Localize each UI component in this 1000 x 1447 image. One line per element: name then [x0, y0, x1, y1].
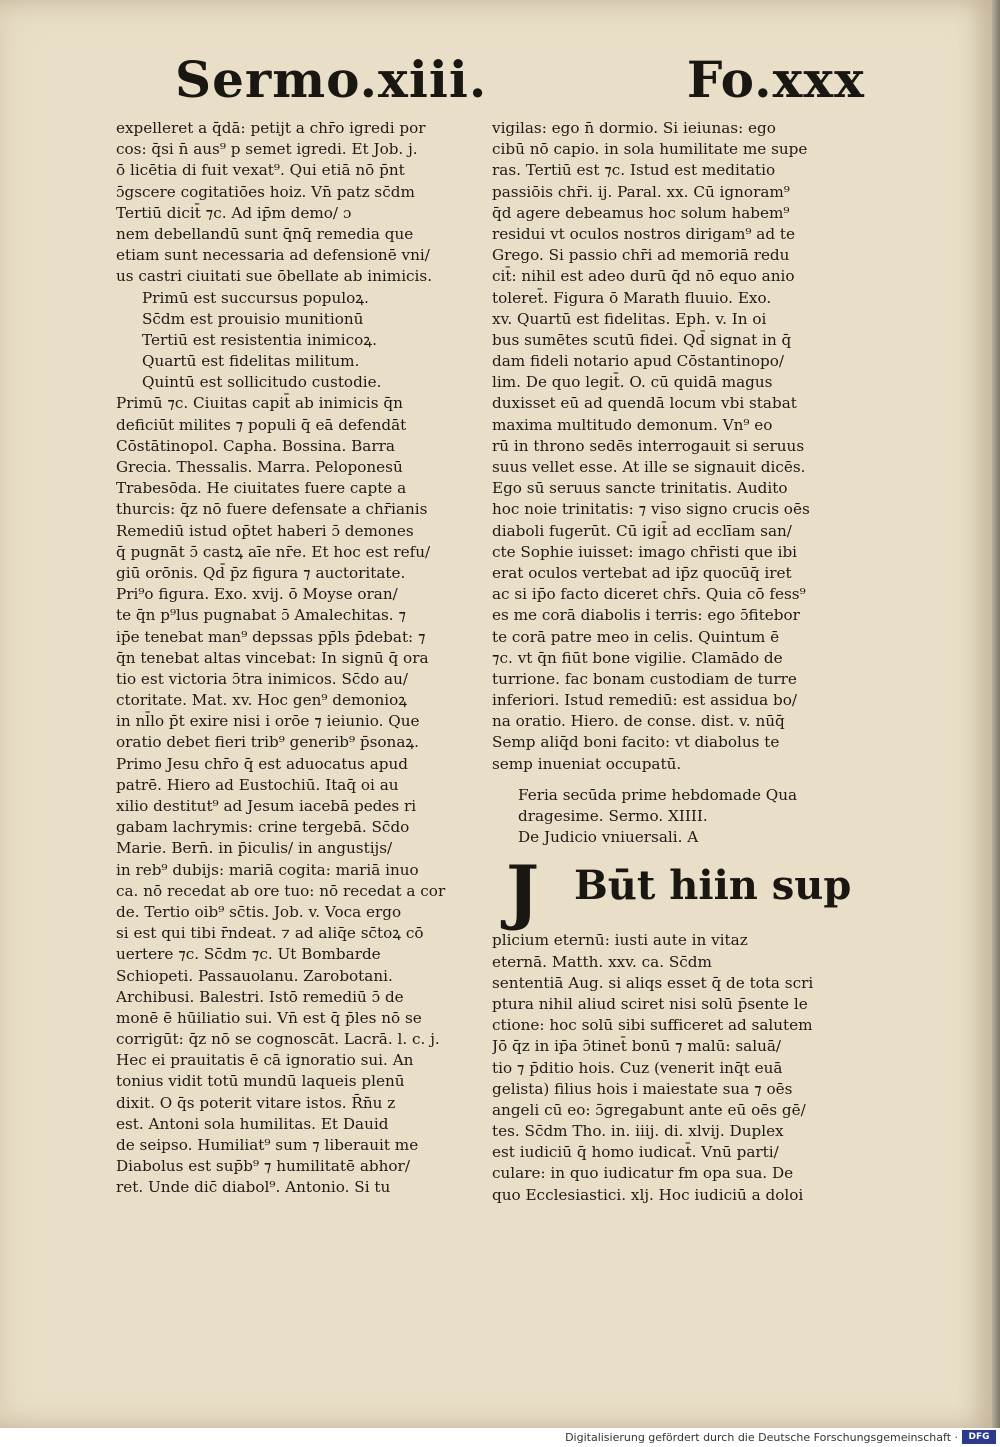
text-line: ca. nō recedat ab ore tuo: nō recedat a cor [116, 881, 446, 900]
text-line: Primū est succursus populoꝝ. [142, 288, 369, 307]
right-column-bottom-text [492, 930, 864, 1205]
text-line: vigilas: ego n̄ dormio. Si ieiunas: ego [492, 119, 776, 137]
right-column [492, 118, 864, 1206]
running-head-sermon: Sermo.xiii. [175, 50, 488, 109]
text-line: cos: q̄si n̄ aus⁹ p semet igredi. Et Job. j. [116, 140, 418, 159]
text-line: Tertiū est resistentia inimicoꝝ. [142, 330, 377, 349]
text-line: maxima multitudo demonum. Vn⁹ eo [492, 415, 773, 434]
text-line: de seipso. Humiliat⁹ sum ⁊ liberauit me [116, 1136, 419, 1154]
text-line: Primū ⁊c. Ciuitas capit̄ ab inimicis q̄n [116, 394, 403, 413]
text-line: tio est victoria ɔ̄tra inimicos. Sc̄do au/ [116, 669, 408, 688]
text-line: turrione. fac bonam custodiam de turre [492, 669, 797, 688]
text-line: Tertiū dicit̄ ⁊c. Ad ip̄m demo/ ɔ [116, 203, 352, 222]
right-column-top-text [492, 118, 864, 775]
footer-bar [0, 1428, 1000, 1447]
text-line: ac si ip̄o facto diceret chr̄s. Quia cō fess⁹ [492, 585, 806, 604]
text-line: dixit. O q̄s poterit vitare istos. R̄n̄u z [116, 1093, 396, 1112]
text-line: gabam lachrymis: crine tergebā. Sc̄do [116, 818, 410, 837]
text-line: Diabolus est sup̄b⁹ ⁊ humilitatē abhor/ [116, 1157, 410, 1176]
text-line: ip̄e tenebat man⁹ depssas pp̄ls p̄debat: ⁊ [116, 627, 426, 646]
section-gap [492, 775, 864, 785]
text-line: Jō q̄z in ip̄a ɔ̄tinet̄ bonū ⁊ malū: saluā/ [492, 1037, 782, 1056]
running-head [175, 50, 865, 110]
text-line: te q̄n p⁹lus pugnabat ɔ̄ Amalechitas. ⁊ [116, 606, 406, 625]
text-line: passiōis chr̄i. ij. Paral. xx. Cū ignoram⁹ [492, 182, 790, 201]
text-line: tes. Sc̄dm Tho. in. iiij. di. xlvij. Duplex [492, 1122, 784, 1141]
text-line: Grego. Si passio chr̄i ad memoriā redu [492, 246, 790, 265]
text-line: plicium eternū: iusti aute in vitaz [492, 931, 748, 950]
text-line: dragesime. Sermo. XIIII. [518, 807, 708, 825]
text-line: oratio debet fieri trib⁹ generib⁹ p̄sonaꝝ. [116, 733, 419, 752]
footer-credit: Digitalisierung gefördert durch die Deutsche Forschungsgemeinschaft · [565, 1431, 958, 1444]
text-line: cte Sophie iuisset: imago chr̄isti que ibi [492, 542, 798, 561]
text-line: de. Tertio oib⁹ sc̄tis. Job. v. Voca ergo [116, 902, 402, 921]
text-line: Archibusi. Balestri. Istō remediū ɔ̄ de [116, 987, 404, 1006]
text-line: ō licētia di fuit vexat⁹. Qui etiā nō p̄nt [116, 161, 405, 180]
text-line: nem debellandū sunt q̄nq̄ remedia que [116, 224, 414, 243]
left-column [116, 118, 486, 1199]
text-line: xv. Quartū est fidelitas. Eph. v. In oi [492, 309, 767, 328]
text-line: dam fideli notario apud Cōstantinopo/ [492, 352, 785, 371]
dfg-logo: DFG [962, 1430, 996, 1444]
text-line: sententiā Aug. si aliqs esset q̄ de tota scri [492, 973, 814, 992]
text-line: De Judicio vniuersali. A [518, 828, 699, 847]
text-line: Cōstātinopol. Capha. Bossina. Barra [116, 436, 395, 455]
text-line: Grecia. Thessalis. Marra. Peloponesū [116, 458, 403, 476]
text-line: Trabesōda. He ciuitates fuere capte a [116, 479, 407, 498]
running-head-folio: Fo.xxx [686, 50, 865, 109]
text-line: cit̄: nihil est adeo durū q̄d nō equo anio [492, 267, 795, 286]
text-line: residui vt oculos nostros dirigam⁹ ad te [492, 224, 795, 243]
text-line: corrigūt: q̄z nō se cognoscāt. Lacrā. l. c. j. [116, 1030, 440, 1049]
text-line: expelleret a q̄dā: petijt a chr̄o igredi por [116, 119, 426, 137]
sermon-heading [492, 785, 864, 849]
text-line: est. Antoni sola humilitas. Et Dauid [116, 1114, 389, 1133]
text-line: q̄ pugnāt ɔ̄ castꝝ aīe nr̄e. Et hoc est refu/ [116, 542, 431, 561]
text-line: tonius vidit totū mundū laqueis plenū [116, 1072, 405, 1091]
text-line: hoc noie trinitatis: ⁊ viso signo crucis oēs [492, 500, 810, 519]
text-line: ras. Tertiū est ⁊c. Istud est meditatio [492, 161, 776, 180]
text-line: suus vellet esse. At ille se signauit dicēs. [492, 458, 806, 476]
text-line: Remediū istud op̄tet haberi ɔ̄ demones [116, 521, 414, 540]
text-line: ctione: hoc solū sibi sufficeret ad salutem [492, 1016, 813, 1035]
text-line: es me corā diabolis i terris: ego ɔ̄fitebor [492, 606, 800, 625]
text-line: duxisset eū ad quendā locum vbi stabat [492, 394, 797, 413]
text-line: in nl̄lo p̄t exire nisi i orōe ⁊ ieiunio. Que [116, 712, 420, 731]
text-line: Primo Jesu chr̄o q̄ est aduocatus apud [116, 754, 409, 773]
text-line: tio ⁊ p̄ditio hois. Cuz (venerit inq̄t euā [492, 1058, 783, 1077]
text-line: giū orōnis. Qd̄ p̄z figura ⁊ auctoritate. [116, 563, 406, 582]
text-line: si est qui tibi r̄ndeat. ⁊ ad aliq̄e sc̄toꝝ cō [116, 924, 424, 943]
text-line: Pri⁹o figura. Exo. xvij. ō Moyse oran/ [116, 585, 398, 604]
text-line: us castri ciuitati sue ōbellate ab inimicis. [116, 267, 433, 286]
text-line: ret. Unde dic̄ diabol⁹. Antonio. Si tu [116, 1178, 391, 1197]
text-line: monē ē hūiliatio sui. Vn̄ est q̄ p̄les nō se [116, 1008, 422, 1027]
text-line: eternā. Matth. xxv. ca. Sc̄dm [492, 952, 712, 971]
text-line: ctoritate. Mat. xv. Hoc gen⁹ demonioꝝ [116, 691, 408, 710]
text-line: uertere ⁊c. Sc̄dm ⁊c. Ut Bombarde [116, 945, 381, 964]
text-line: ⁊c. vt q̄n fiūt bone vigilie. Clamādo de [492, 648, 783, 667]
initial-opening-text: Būt hiin sup [574, 862, 852, 910]
text-line: deficiūt milites ⁊ populi q̄ eā defendāt [116, 415, 407, 434]
text-line: cibū nō capio. in sola humilitate me supe [492, 140, 808, 159]
text-line: Marie. Bern̄. in p̄iculis/ in angustijs/ [116, 839, 393, 858]
text-line: te corā patre meo in celis. Quintum ē [492, 627, 780, 646]
text-line: gelista) filius hois i maiestate sua ⁊ oēs [492, 1079, 793, 1098]
text-line: ptura nihil aliud sciret nisi solū p̄sente le [492, 994, 808, 1013]
text-line: est iudiciū q̄ homo iudicat̄. Vnū parti/ [492, 1143, 779, 1162]
text-line: Feria secūda prime hebdomade Qua [518, 785, 798, 804]
text-line: semp inueniat occupatū. [492, 754, 682, 773]
decorated-initial: J [506, 850, 540, 934]
text-line: na oratio. Hiero. de conse. dist. v. nūq̄ [492, 712, 785, 731]
text-line: Sc̄dm est prouisio munitionū [142, 309, 364, 328]
text-line: patrē. Hiero ad Eustochiū. Itaq̄ oi au [116, 775, 399, 794]
text-line: Quintū est sollicitudo custodie. [142, 373, 382, 392]
text-line: toleret̄. Figura ō Marath fluuio. Exo. [492, 288, 772, 307]
text-line: lim. De quo legit̄. O. cū quidā magus [492, 373, 773, 392]
text-line: culare: in quo iudicatur fm opa sua. De [492, 1164, 794, 1183]
text-line: inferiori. Istud remediū: est assidua bo/ [492, 691, 798, 710]
text-line: ɔ̄gscere cogitatiōes hoiz. Vn̄ patz sc̄dm [116, 182, 415, 201]
text-line: angeli cū eo: ɔ̄gregabunt ante eū oēs gē/ [492, 1100, 806, 1119]
text-line: quo Ecclesiastici. xlj. Hoc iudiciū a doloi [492, 1185, 804, 1204]
text-line: etiam sunt necessaria ad defensionē vni/ [116, 246, 430, 265]
text-line: q̄d agere debeamus hoc solum habem⁹ [492, 203, 790, 222]
text-line: Hec ei prauitatis ē cā ignoratio sui. An [116, 1051, 414, 1070]
page-edge [992, 0, 1000, 1428]
text-line: diaboli fugerūt. Cū igit̄ ad ecclīam san/ [492, 521, 792, 540]
text-line: erat oculos vertebat ad ip̄z quocūq̄ iret [492, 563, 792, 582]
text-line: Ego sū seruus sancte trinitatis. Audito [492, 479, 788, 498]
section-gap [492, 848, 864, 858]
text-line: Schiopeti. Passauolanu. Zarobotani. [116, 966, 393, 985]
text-line: q̄n tenebat altas vincebat: In signū q̄ ora [116, 648, 429, 667]
text-line: bus sumētes scutū fidei. Qd̄ signat in q̄ [492, 330, 792, 349]
text-line: xilio destitut⁹ ad Jesum iacebā pedes ri [116, 797, 417, 815]
text-line: Semp aliq̄d boni facito: vt diabolus te [492, 733, 780, 752]
text-line: Quartū est fidelitas militum. [142, 352, 360, 371]
initial-block [492, 850, 864, 934]
text-line: in reb⁹ dubijs: mariā cogita: mariā inuo [116, 860, 419, 879]
text-line: rū in throno sedēs interrogauit si seruus [492, 436, 805, 455]
text-line: thurcis: q̄z nō fuere defensate a chr̄ianis [116, 500, 428, 519]
